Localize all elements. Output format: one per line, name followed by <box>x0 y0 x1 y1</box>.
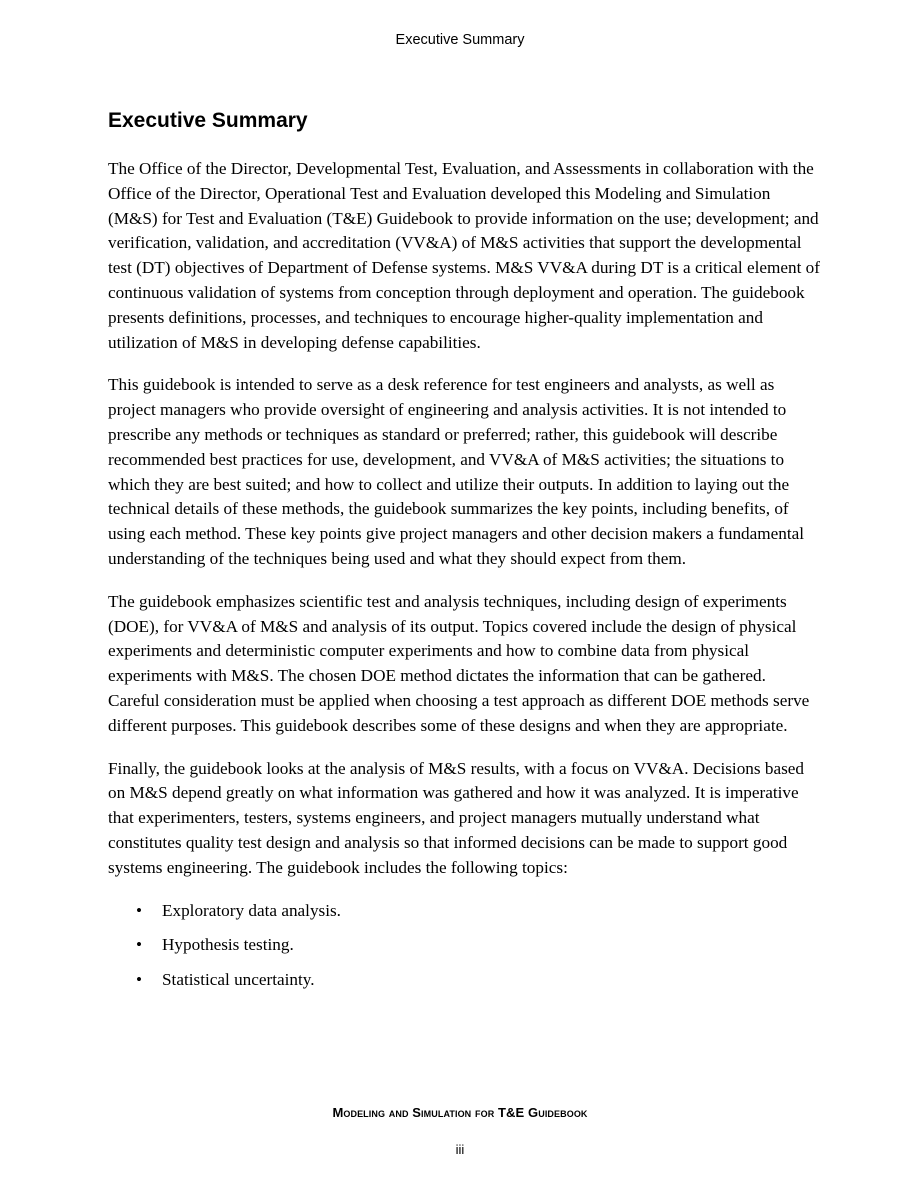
bullet-icon: • <box>136 935 143 955</box>
bullet-icon: • <box>136 970 143 990</box>
running-header: Executive Summary <box>395 32 525 48</box>
paragraph-audience: This guidebook is intended to serve as a desk reference for test engineers and analysts, as well as project managers who provide oversight of engineering and analysis activities. It is not intended to prescribe any methods or techniques as standard or preferred; rather, this guidebook will describe recommended best practices for use, development, and VV&A of M&S activities; the situations to which they are best suited; and how to collect and utilize their outputs. In addition to laying out the technical details of these methods, the guidebook summarizes the key points, including benefits, of using each method. These key points give project managers and other decision makers a fundamental understanding of the techniques being used and what they should expect from them. <box>108 375 805 568</box>
paragraph-analysis: Finally, the guidebook looks at the analysis of M&S results, with a focus on VV&A. Decisions based on M&S depend greatly on what information was gathered and how it was analyzed. It is imperative that experimenters, testers, systems engineers, and project managers mutually understand what constitutes quality test design and analysis so that informed decisions can be made to support good systems engineering. The guidebook includes the following topics: <box>108 758 805 877</box>
section-heading: Executive Summary <box>108 109 308 132</box>
list-item-text: Hypothesis testing. <box>162 935 294 955</box>
list-item-text: Exploratory data analysis. <box>162 900 341 920</box>
paragraph-intro: The Office of the Director, Developmental Test, Evaluation, and Assessments in collaboration with the Office of the Director, Operational Test and Evaluation developed this Modeling and Simulation (M&S) for Test and Evaluation (T&E) Guidebook to provide information on the use; development; and verification, validation, and accreditation (VV&A) of M&S activities that support the developmental test (DT) objectives of Department of Defense systems. M&S VV&A during DT is a critical element of continuous validation of systems from conception through deployment and operation. The guidebook presents definitions, processes, and techniques to encourage higher-quality implementation and utilization of M&S in developing defense capabilities. <box>108 159 821 352</box>
paragraph-doe: The guidebook emphasizes scientific test and analysis techniques, including design of experiments (DOE), for VV&A of M&S and analysis of its output. Topics covered include the design of physical experiments and deterministic computer experiments and how to combine data from physical experiments with M&S. The chosen DOE method dictates the information that can be gathered. Careful consideration must be applied when choosing a test approach as different DOE methods serve different purposes. This guidebook describes some of these designs and when they are appropriate. <box>108 591 810 735</box>
list-item <box>108 968 820 993</box>
footer-document-title: Modeling and Simulation for T&E Guidebook <box>332 1105 588 1120</box>
list-item <box>108 933 820 958</box>
list-item <box>108 899 820 924</box>
document-body <box>108 105 820 1003</box>
topics-list <box>108 899 820 993</box>
page-number: iii <box>455 1142 465 1157</box>
bullet-icon: • <box>136 900 143 920</box>
list-item-text: Statistical uncertainty. <box>162 970 315 990</box>
